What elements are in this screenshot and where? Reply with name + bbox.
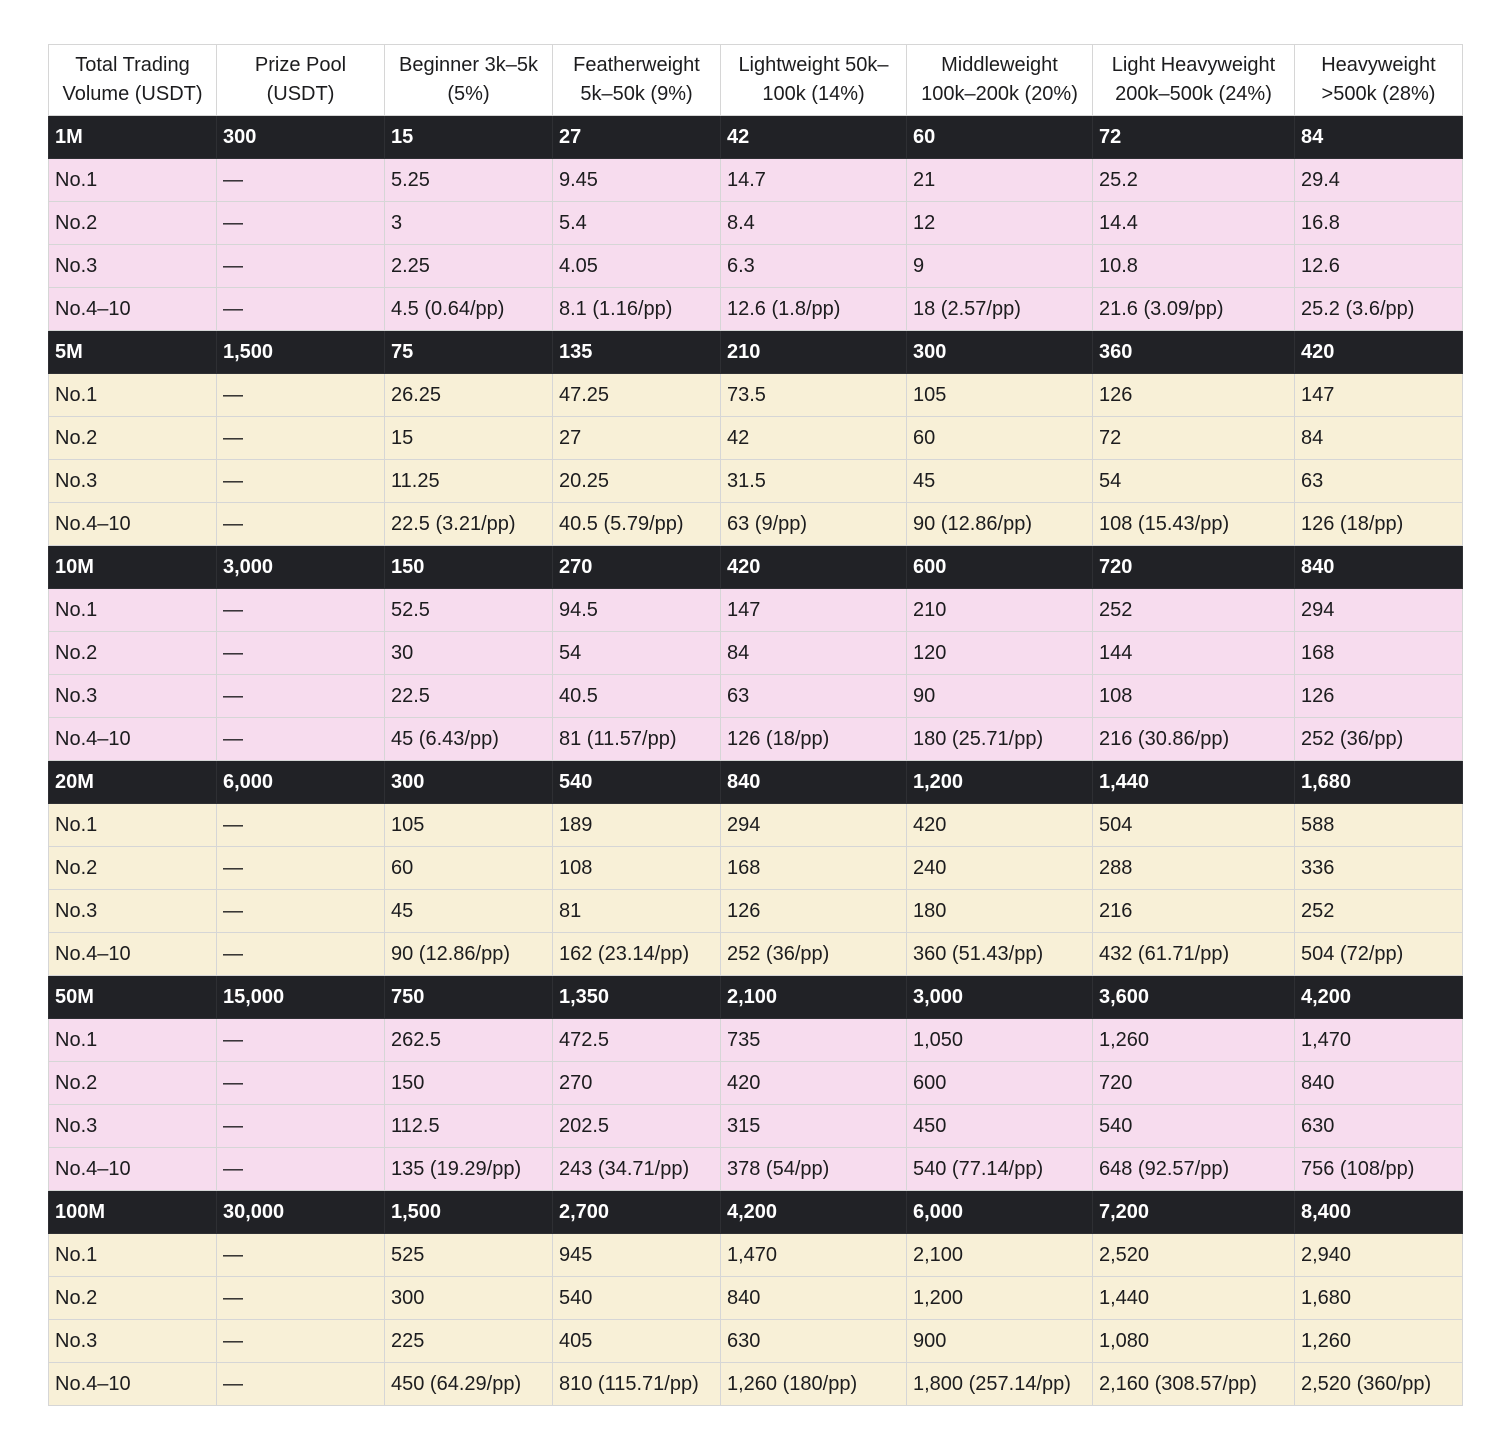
rank-row bbox=[49, 1234, 1463, 1277]
rank-value-cell: 1,260 bbox=[1295, 1320, 1463, 1363]
rank-value-cell: 18 (2.57/pp) bbox=[907, 288, 1093, 331]
header-total-trading-volume: Total Trading Volume (USDT) bbox=[49, 45, 217, 116]
rank-value-cell: 648 (92.57/pp) bbox=[1093, 1148, 1295, 1191]
rank-value-cell: — bbox=[217, 1062, 385, 1105]
tier-cell: 72 bbox=[1093, 116, 1295, 159]
rank-value-cell: 31.5 bbox=[721, 460, 907, 503]
tier-cell: 20M bbox=[49, 761, 217, 804]
rank-value-cell: 720 bbox=[1093, 1062, 1295, 1105]
rank-value-cell: 16.8 bbox=[1295, 202, 1463, 245]
tier-cell: 360 bbox=[1093, 331, 1295, 374]
rank-value-cell: — bbox=[217, 1105, 385, 1148]
rank-value-cell: 90 bbox=[907, 675, 1093, 718]
rank-value-cell: 63 bbox=[721, 675, 907, 718]
tier-cell: 1,500 bbox=[217, 331, 385, 374]
rank-value-cell: 5.25 bbox=[385, 159, 553, 202]
tier-cell: 300 bbox=[385, 761, 553, 804]
rank-label-cell: No.1 bbox=[49, 1019, 217, 1062]
rank-value-cell: 54 bbox=[1093, 460, 1295, 503]
rank-value-cell: — bbox=[217, 804, 385, 847]
rank-value-cell: 600 bbox=[907, 1062, 1093, 1105]
rank-label-cell: No.1 bbox=[49, 159, 217, 202]
rank-label-cell: No.3 bbox=[49, 1320, 217, 1363]
rank-value-cell: 90 (12.86/pp) bbox=[907, 503, 1093, 546]
rank-value-cell: 45 bbox=[907, 460, 1093, 503]
rank-label-cell: No.4–10 bbox=[49, 503, 217, 546]
volume-tier-row bbox=[49, 546, 1463, 589]
rank-label-cell: No.4–10 bbox=[49, 718, 217, 761]
tier-cell: 4,200 bbox=[721, 1191, 907, 1234]
rank-value-cell: 216 (30.86/pp) bbox=[1093, 718, 1295, 761]
rank-value-cell: 630 bbox=[1295, 1105, 1463, 1148]
rank-value-cell: 15 bbox=[385, 417, 553, 460]
rank-value-cell: 126 bbox=[1295, 675, 1463, 718]
tier-cell: 15 bbox=[385, 116, 553, 159]
rank-value-cell: 252 (36/pp) bbox=[1295, 718, 1463, 761]
rank-value-cell: 243 (34.71/pp) bbox=[553, 1148, 721, 1191]
rank-value-cell: 270 bbox=[553, 1062, 721, 1105]
rank-row bbox=[49, 417, 1463, 460]
rank-value-cell: 25.2 bbox=[1093, 159, 1295, 202]
rank-value-cell: 2,520 (360/pp) bbox=[1295, 1363, 1463, 1406]
rank-value-cell: 12.6 (1.8/pp) bbox=[721, 288, 907, 331]
volume-tier-row bbox=[49, 976, 1463, 1019]
rank-label-cell: No.1 bbox=[49, 1234, 217, 1277]
rank-value-cell: 540 bbox=[553, 1277, 721, 1320]
rank-label-cell: No.4–10 bbox=[49, 933, 217, 976]
rank-value-cell: 22.5 (3.21/pp) bbox=[385, 503, 553, 546]
rank-row bbox=[49, 1363, 1463, 1406]
rank-value-cell: 135 (19.29/pp) bbox=[385, 1148, 553, 1191]
rank-value-cell: 540 bbox=[1093, 1105, 1295, 1148]
rank-value-cell: 126 (18/pp) bbox=[1295, 503, 1463, 546]
rank-value-cell: 735 bbox=[721, 1019, 907, 1062]
rank-value-cell: 120 bbox=[907, 632, 1093, 675]
rank-value-cell: 294 bbox=[1295, 589, 1463, 632]
rank-value-cell: 81 bbox=[553, 890, 721, 933]
rank-value-cell: 2,520 bbox=[1093, 1234, 1295, 1277]
tier-cell: 1,680 bbox=[1295, 761, 1463, 804]
header-row bbox=[49, 45, 1463, 116]
table-header bbox=[49, 45, 1463, 116]
header-lightweight: Lightweight 50k–100k (14%) bbox=[721, 45, 907, 116]
tier-cell: 540 bbox=[553, 761, 721, 804]
rank-label-cell: No.1 bbox=[49, 804, 217, 847]
tier-cell: 6,000 bbox=[907, 1191, 1093, 1234]
rank-value-cell: — bbox=[217, 1277, 385, 1320]
header-beginner: Beginner 3k–5k (5%) bbox=[385, 45, 553, 116]
rank-value-cell: 162 (23.14/pp) bbox=[553, 933, 721, 976]
rank-value-cell: 432 (61.71/pp) bbox=[1093, 933, 1295, 976]
rank-value-cell: 2.25 bbox=[385, 245, 553, 288]
rank-row bbox=[49, 159, 1463, 202]
rank-value-cell: 336 bbox=[1295, 847, 1463, 890]
rank-value-cell: 1,800 (257.14/pp) bbox=[907, 1363, 1093, 1406]
volume-tier-row bbox=[49, 116, 1463, 159]
rank-value-cell: 84 bbox=[721, 632, 907, 675]
tier-cell: 75 bbox=[385, 331, 553, 374]
rank-value-cell: 40.5 bbox=[553, 675, 721, 718]
rank-value-cell: 2,940 bbox=[1295, 1234, 1463, 1277]
rank-value-cell: 252 bbox=[1295, 890, 1463, 933]
rank-value-cell: 42 bbox=[721, 417, 907, 460]
rank-value-cell: 11.25 bbox=[385, 460, 553, 503]
table-body bbox=[49, 116, 1463, 1406]
tier-cell: 3,600 bbox=[1093, 976, 1295, 1019]
prize-distribution-table bbox=[48, 44, 1463, 1406]
tier-cell: 300 bbox=[217, 116, 385, 159]
rank-row bbox=[49, 374, 1463, 417]
rank-label-cell: No.4–10 bbox=[49, 1148, 217, 1191]
rank-label-cell: No.2 bbox=[49, 1277, 217, 1320]
rank-row bbox=[49, 1148, 1463, 1191]
rank-value-cell: — bbox=[217, 245, 385, 288]
rank-label-cell: No.2 bbox=[49, 1062, 217, 1105]
tier-cell: 84 bbox=[1295, 116, 1463, 159]
tier-cell: 3,000 bbox=[907, 976, 1093, 1019]
rank-value-cell: 126 bbox=[721, 890, 907, 933]
rank-value-cell: 47.25 bbox=[553, 374, 721, 417]
rank-label-cell: No.3 bbox=[49, 245, 217, 288]
tier-cell: 42 bbox=[721, 116, 907, 159]
rank-value-cell: 45 bbox=[385, 890, 553, 933]
rank-value-cell: 84 bbox=[1295, 417, 1463, 460]
rank-value-cell: 2,100 bbox=[907, 1234, 1093, 1277]
rank-value-cell: 21 bbox=[907, 159, 1093, 202]
rank-value-cell: 29.4 bbox=[1295, 159, 1463, 202]
rank-row bbox=[49, 1277, 1463, 1320]
rank-value-cell: 360 (51.43/pp) bbox=[907, 933, 1093, 976]
rank-value-cell: 900 bbox=[907, 1320, 1093, 1363]
tier-cell: 270 bbox=[553, 546, 721, 589]
rank-row bbox=[49, 288, 1463, 331]
rank-value-cell: 294 bbox=[721, 804, 907, 847]
rank-value-cell: 112.5 bbox=[385, 1105, 553, 1148]
rank-row bbox=[49, 1105, 1463, 1148]
rank-value-cell: 504 bbox=[1093, 804, 1295, 847]
rank-row bbox=[49, 847, 1463, 890]
rank-value-cell: 168 bbox=[1295, 632, 1463, 675]
rank-value-cell: 180 bbox=[907, 890, 1093, 933]
rank-value-cell: — bbox=[217, 417, 385, 460]
rank-value-cell: — bbox=[217, 675, 385, 718]
tier-cell: 8,400 bbox=[1295, 1191, 1463, 1234]
rank-value-cell: 420 bbox=[721, 1062, 907, 1105]
rank-value-cell: — bbox=[217, 632, 385, 675]
rank-value-cell: 420 bbox=[907, 804, 1093, 847]
rank-value-cell: 504 (72/pp) bbox=[1295, 933, 1463, 976]
rank-value-cell: 126 bbox=[1093, 374, 1295, 417]
rank-value-cell: 12.6 bbox=[1295, 245, 1463, 288]
header-prize-pool: Prize Pool (USDT) bbox=[217, 45, 385, 116]
rank-value-cell: 1,680 bbox=[1295, 1277, 1463, 1320]
rank-value-cell: 12 bbox=[907, 202, 1093, 245]
rank-value-cell: — bbox=[217, 933, 385, 976]
rank-value-cell: 1,200 bbox=[907, 1277, 1093, 1320]
rank-value-cell: 45 (6.43/pp) bbox=[385, 718, 553, 761]
rank-value-cell: 810 (115.71/pp) bbox=[553, 1363, 721, 1406]
rank-value-cell: 252 (36/pp) bbox=[721, 933, 907, 976]
rank-value-cell: — bbox=[217, 159, 385, 202]
tier-cell: 30,000 bbox=[217, 1191, 385, 1234]
rank-row bbox=[49, 890, 1463, 933]
rank-label-cell: No.2 bbox=[49, 632, 217, 675]
prize-table-container bbox=[48, 44, 1463, 1406]
rank-value-cell: 630 bbox=[721, 1320, 907, 1363]
rank-row bbox=[49, 503, 1463, 546]
rank-value-cell: 144 bbox=[1093, 632, 1295, 675]
header-light-heavyweight: Light Heavyweight 200k–500k (24%) bbox=[1093, 45, 1295, 116]
rank-value-cell: 108 (15.43/pp) bbox=[1093, 503, 1295, 546]
tier-cell: 1,500 bbox=[385, 1191, 553, 1234]
rank-value-cell: — bbox=[217, 288, 385, 331]
rank-value-cell: 588 bbox=[1295, 804, 1463, 847]
rank-value-cell: 450 bbox=[907, 1105, 1093, 1148]
tier-cell: 150 bbox=[385, 546, 553, 589]
header-featherweight: Featherweight 5k–50k (9%) bbox=[553, 45, 721, 116]
rank-value-cell: 1,080 bbox=[1093, 1320, 1295, 1363]
rank-row bbox=[49, 632, 1463, 675]
rank-value-cell: 14.4 bbox=[1093, 202, 1295, 245]
tier-cell: 135 bbox=[553, 331, 721, 374]
rank-row bbox=[49, 1062, 1463, 1105]
rank-label-cell: No.4–10 bbox=[49, 288, 217, 331]
tier-cell: 60 bbox=[907, 116, 1093, 159]
rank-value-cell: 52.5 bbox=[385, 589, 553, 632]
rank-value-cell: 9.45 bbox=[553, 159, 721, 202]
rank-row bbox=[49, 589, 1463, 632]
rank-value-cell: 108 bbox=[1093, 675, 1295, 718]
rank-label-cell: No.1 bbox=[49, 589, 217, 632]
rank-label-cell: No.1 bbox=[49, 374, 217, 417]
tier-cell: 840 bbox=[1295, 546, 1463, 589]
tier-cell: 840 bbox=[721, 761, 907, 804]
tier-cell: 27 bbox=[553, 116, 721, 159]
tier-cell: 720 bbox=[1093, 546, 1295, 589]
rank-row bbox=[49, 460, 1463, 503]
rank-value-cell: 54 bbox=[553, 632, 721, 675]
rank-value-cell: 10.8 bbox=[1093, 245, 1295, 288]
rank-value-cell: 216 bbox=[1093, 890, 1295, 933]
rank-value-cell: — bbox=[217, 1019, 385, 1062]
tier-cell: 3,000 bbox=[217, 546, 385, 589]
rank-value-cell: 225 bbox=[385, 1320, 553, 1363]
tier-cell: 6,000 bbox=[217, 761, 385, 804]
rank-value-cell: 189 bbox=[553, 804, 721, 847]
tier-cell: 2,700 bbox=[553, 1191, 721, 1234]
header-heavyweight: Heavyweight >500k (28%) bbox=[1295, 45, 1463, 116]
rank-row bbox=[49, 804, 1463, 847]
rank-value-cell: 4.5 (0.64/pp) bbox=[385, 288, 553, 331]
rank-value-cell: — bbox=[217, 847, 385, 890]
rank-value-cell: 4.05 bbox=[553, 245, 721, 288]
tier-cell: 420 bbox=[1295, 331, 1463, 374]
rank-value-cell: 30 bbox=[385, 632, 553, 675]
rank-value-cell: 63 (9/pp) bbox=[721, 503, 907, 546]
rank-value-cell: 8.4 bbox=[721, 202, 907, 245]
rank-value-cell: — bbox=[217, 1148, 385, 1191]
tier-cell: 1,200 bbox=[907, 761, 1093, 804]
rank-label-cell: No.2 bbox=[49, 202, 217, 245]
tier-cell: 2,100 bbox=[721, 976, 907, 1019]
tier-cell: 100M bbox=[49, 1191, 217, 1234]
tier-cell: 50M bbox=[49, 976, 217, 1019]
rank-value-cell: 22.5 bbox=[385, 675, 553, 718]
rank-value-cell: 63 bbox=[1295, 460, 1463, 503]
rank-value-cell: 756 (108/pp) bbox=[1295, 1148, 1463, 1191]
rank-value-cell: 150 bbox=[385, 1062, 553, 1105]
rank-value-cell: 315 bbox=[721, 1105, 907, 1148]
rank-value-cell: 108 bbox=[553, 847, 721, 890]
volume-tier-row bbox=[49, 1191, 1463, 1234]
rank-value-cell: 147 bbox=[1295, 374, 1463, 417]
rank-value-cell: 3 bbox=[385, 202, 553, 245]
tier-cell: 600 bbox=[907, 546, 1093, 589]
rank-value-cell: 472.5 bbox=[553, 1019, 721, 1062]
rank-value-cell: 378 (54/pp) bbox=[721, 1148, 907, 1191]
tier-cell: 15,000 bbox=[217, 976, 385, 1019]
rank-value-cell: 90 (12.86/pp) bbox=[385, 933, 553, 976]
rank-label-cell: No.3 bbox=[49, 890, 217, 933]
tier-cell: 1,350 bbox=[553, 976, 721, 1019]
rank-value-cell: 450 (64.29/pp) bbox=[385, 1363, 553, 1406]
rank-value-cell: 1,260 (180/pp) bbox=[721, 1363, 907, 1406]
rank-row bbox=[49, 718, 1463, 761]
rank-value-cell: 126 (18/pp) bbox=[721, 718, 907, 761]
rank-row bbox=[49, 675, 1463, 718]
tier-cell: 10M bbox=[49, 546, 217, 589]
tier-cell: 4,200 bbox=[1295, 976, 1463, 1019]
rank-value-cell: 147 bbox=[721, 589, 907, 632]
rank-value-cell: — bbox=[217, 1363, 385, 1406]
rank-value-cell: — bbox=[217, 374, 385, 417]
rank-value-cell: 168 bbox=[721, 847, 907, 890]
rank-value-cell: — bbox=[217, 1234, 385, 1277]
volume-tier-row bbox=[49, 761, 1463, 804]
rank-value-cell: 60 bbox=[385, 847, 553, 890]
rank-value-cell: 1,440 bbox=[1093, 1277, 1295, 1320]
rank-value-cell: 9 bbox=[907, 245, 1093, 288]
rank-value-cell: 210 bbox=[907, 589, 1093, 632]
rank-value-cell: 288 bbox=[1093, 847, 1295, 890]
rank-value-cell: — bbox=[217, 589, 385, 632]
rank-label-cell: No.3 bbox=[49, 1105, 217, 1148]
rank-value-cell: 525 bbox=[385, 1234, 553, 1277]
rank-row bbox=[49, 245, 1463, 288]
rank-value-cell: 6.3 bbox=[721, 245, 907, 288]
rank-label-cell: No.3 bbox=[49, 675, 217, 718]
header-middleweight: Middleweight 100k–200k (20%) bbox=[907, 45, 1093, 116]
rank-value-cell: 1,260 bbox=[1093, 1019, 1295, 1062]
rank-value-cell: — bbox=[217, 890, 385, 933]
tier-cell: 210 bbox=[721, 331, 907, 374]
rank-value-cell: 25.2 (3.6/pp) bbox=[1295, 288, 1463, 331]
rank-value-cell: 73.5 bbox=[721, 374, 907, 417]
rank-value-cell: 14.7 bbox=[721, 159, 907, 202]
rank-value-cell: 202.5 bbox=[553, 1105, 721, 1148]
rank-label-cell: No.4–10 bbox=[49, 1363, 217, 1406]
rank-value-cell: — bbox=[217, 718, 385, 761]
rank-value-cell: 27 bbox=[553, 417, 721, 460]
rank-value-cell: — bbox=[217, 460, 385, 503]
rank-row bbox=[49, 1320, 1463, 1363]
tier-cell: 7,200 bbox=[1093, 1191, 1295, 1234]
rank-value-cell: 72 bbox=[1093, 417, 1295, 460]
rank-value-cell: 26.25 bbox=[385, 374, 553, 417]
rank-label-cell: No.2 bbox=[49, 847, 217, 890]
rank-value-cell: 405 bbox=[553, 1320, 721, 1363]
tier-cell: 5M bbox=[49, 331, 217, 374]
rank-value-cell: 105 bbox=[385, 804, 553, 847]
rank-value-cell: 180 (25.71/pp) bbox=[907, 718, 1093, 761]
rank-value-cell: 94.5 bbox=[553, 589, 721, 632]
rank-value-cell: 1,470 bbox=[1295, 1019, 1463, 1062]
rank-value-cell: 2,160 (308.57/pp) bbox=[1093, 1363, 1295, 1406]
rank-value-cell: 262.5 bbox=[385, 1019, 553, 1062]
volume-tier-row bbox=[49, 331, 1463, 374]
tier-cell: 300 bbox=[907, 331, 1093, 374]
rank-value-cell: 40.5 (5.79/pp) bbox=[553, 503, 721, 546]
rank-value-cell: 840 bbox=[1295, 1062, 1463, 1105]
rank-value-cell: 21.6 (3.09/pp) bbox=[1093, 288, 1295, 331]
rank-value-cell: 5.4 bbox=[553, 202, 721, 245]
tier-cell: 1M bbox=[49, 116, 217, 159]
tier-cell: 420 bbox=[721, 546, 907, 589]
rank-value-cell: 8.1 (1.16/pp) bbox=[553, 288, 721, 331]
rank-value-cell: 945 bbox=[553, 1234, 721, 1277]
rank-value-cell: — bbox=[217, 202, 385, 245]
rank-label-cell: No.3 bbox=[49, 460, 217, 503]
rank-row bbox=[49, 202, 1463, 245]
rank-value-cell: 840 bbox=[721, 1277, 907, 1320]
rank-label-cell: No.2 bbox=[49, 417, 217, 460]
rank-value-cell: 240 bbox=[907, 847, 1093, 890]
rank-value-cell: 1,050 bbox=[907, 1019, 1093, 1062]
rank-row bbox=[49, 933, 1463, 976]
rank-value-cell: 252 bbox=[1093, 589, 1295, 632]
rank-value-cell: 105 bbox=[907, 374, 1093, 417]
rank-value-cell: — bbox=[217, 503, 385, 546]
tier-cell: 750 bbox=[385, 976, 553, 1019]
rank-value-cell: 60 bbox=[907, 417, 1093, 460]
rank-value-cell: — bbox=[217, 1320, 385, 1363]
tier-cell: 1,440 bbox=[1093, 761, 1295, 804]
rank-value-cell: 1,470 bbox=[721, 1234, 907, 1277]
rank-value-cell: 20.25 bbox=[553, 460, 721, 503]
rank-value-cell: 81 (11.57/pp) bbox=[553, 718, 721, 761]
rank-row bbox=[49, 1019, 1463, 1062]
rank-value-cell: 300 bbox=[385, 1277, 553, 1320]
rank-value-cell: 540 (77.14/pp) bbox=[907, 1148, 1093, 1191]
